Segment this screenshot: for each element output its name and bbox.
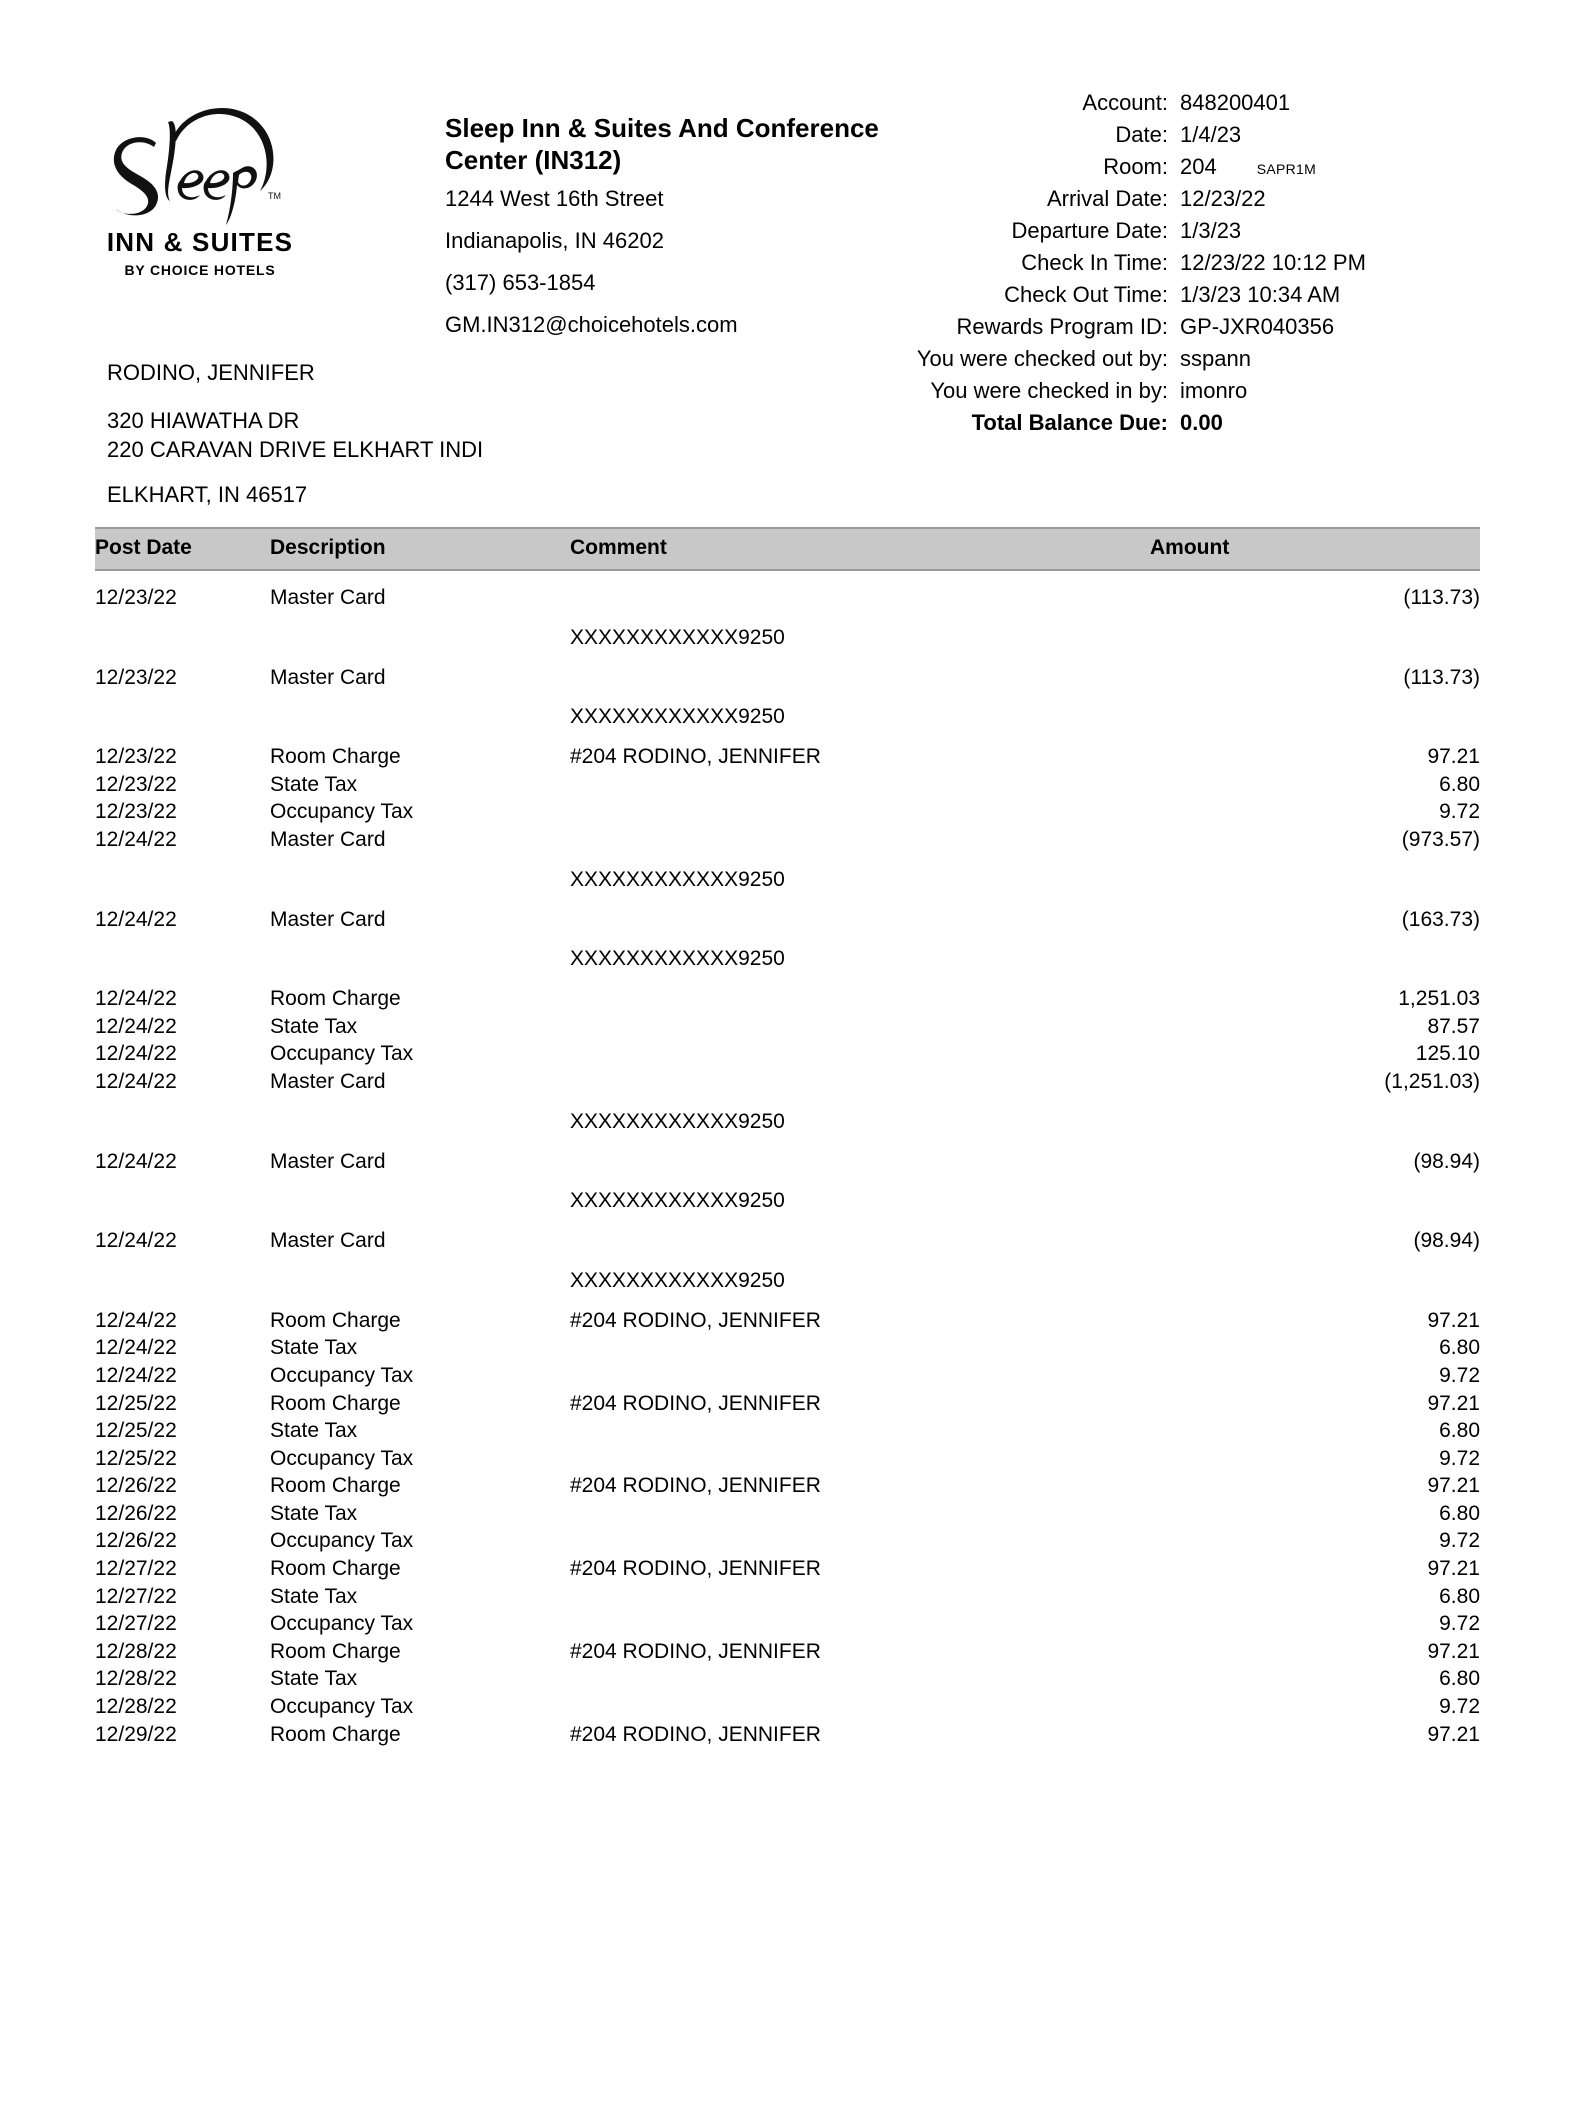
table-row: [95, 1583, 1480, 1611]
table-row: [95, 798, 1480, 826]
table-row: [95, 1472, 1480, 1500]
checked-out-by-label: You were checked out by:: [916, 346, 1168, 371]
total-balance-label: Total Balance Due:: [971, 410, 1168, 435]
cell-amount: (163.73): [1401, 907, 1480, 931]
guest-address-line2: 220 CARAVAN DRIVE ELKHART INDI: [107, 437, 484, 463]
cell-description: Occupancy Tax: [270, 1042, 414, 1066]
table-row: [95, 1693, 1480, 1721]
table-row: [95, 1721, 1480, 1749]
cell-card-mask: XXXXXXXXXXXX9250: [570, 867, 785, 891]
cell-card-mask: XXXXXXXXXXXX9250: [570, 625, 785, 649]
table-row: [95, 1417, 1480, 1445]
cell-post-date: 12/25/22: [95, 1391, 177, 1415]
cell-post-date: 12/27/22: [95, 1557, 177, 1581]
cell-post-date: [95, 691, 270, 743]
cell-amount: 6.80: [1439, 1584, 1480, 1608]
cell-description: Room Charge: [270, 987, 401, 1011]
cell-amount: (1,251.03): [1384, 1069, 1480, 1093]
cell-amount: 125.10: [1415, 1042, 1480, 1066]
cell-description: Occupancy Tax: [270, 800, 414, 824]
cell-description: Occupancy Tax: [270, 1446, 414, 1470]
meta-row-checked-in-by: [740, 380, 1480, 402]
cell-amount: (113.73): [1403, 586, 1480, 609]
cell-comment: [570, 570, 1150, 612]
cell-description: Master Card: [270, 586, 386, 609]
guest-city-state-zip: ELKHART, IN 46517: [107, 482, 308, 508]
cell-description: Master Card: [270, 907, 386, 931]
table-row-card-mask: [95, 1096, 1480, 1148]
meta-row-checkout-time: [740, 284, 1480, 306]
cell-description: Room Charge: [270, 1474, 401, 1498]
table-row: [95, 1040, 1480, 1068]
cell-amount: (98.94): [1413, 1229, 1480, 1253]
cell-amount: 9.72: [1439, 1695, 1480, 1719]
cell-comment: #204 RODINO, JENNIFER: [570, 1308, 821, 1332]
cell-comment: [570, 1227, 1150, 1255]
cell-amount: (973.57): [1401, 827, 1480, 851]
cell-post-date: 12/24/22: [95, 1308, 177, 1332]
cell-post-date: 12/23/22: [95, 586, 177, 609]
hotel-logo: [100, 95, 300, 278]
table-row-card-mask: [95, 691, 1480, 743]
table-row-card-mask: [95, 1255, 1480, 1307]
cell-amount: 6.80: [1439, 1336, 1480, 1360]
cell-comment: [570, 1500, 1150, 1528]
guest-address: [107, 406, 727, 464]
table-row: [95, 570, 1480, 612]
cell-description: [270, 1096, 570, 1148]
meta-row-total-balance: [740, 412, 1480, 434]
cell-post-date: 12/26/22: [95, 1501, 177, 1525]
charges-table-wrap: [95, 527, 1480, 1748]
logo-by-choice-hotels-text: BY CHOICE HOTELS: [124, 262, 276, 278]
column-header-post-date: Post Date: [95, 528, 270, 570]
arrival-label: Arrival Date:: [1046, 186, 1168, 211]
meta-row-checkin-time: [740, 252, 1480, 274]
cell-comment: [570, 1013, 1150, 1041]
departure-label: Departure Date:: [1011, 218, 1168, 243]
cell-description: Master Card: [270, 1229, 386, 1253]
logo-inn-suites-text: INN & SUITES: [106, 227, 294, 257]
cell-post-date: 12/24/22: [95, 1149, 177, 1173]
cell-amount: 9.72: [1439, 1612, 1480, 1636]
cell-amount: [1150, 691, 1480, 743]
meta-row-checked-out-by: [740, 348, 1480, 370]
table-row: [95, 743, 1480, 771]
cell-amount: (113.73): [1403, 665, 1480, 689]
table-row: [95, 906, 1480, 934]
cell-card-mask: XXXXXXXXXXXX9250: [570, 947, 785, 971]
cell-amount: 6.80: [1439, 1501, 1480, 1525]
table-row: [95, 1307, 1480, 1335]
cell-description: State Tax: [270, 1014, 358, 1038]
cell-post-date: 12/28/22: [95, 1667, 177, 1691]
room-rate-code: SAPR1M: [1256, 161, 1317, 177]
guest-name: RODINO, JENNIFER: [107, 360, 315, 385]
cell-description: State Tax: [270, 1419, 358, 1443]
cell-amount: 97.21: [1427, 1722, 1480, 1746]
cell-comment: [570, 1148, 1150, 1176]
reservation-meta: [740, 92, 1480, 444]
cell-amount: 9.72: [1439, 1529, 1480, 1553]
cell-amount: 9.72: [1439, 1446, 1480, 1470]
column-header-amount: Amount: [1150, 528, 1480, 570]
cell-post-date: [95, 1255, 270, 1307]
cell-description: [270, 691, 570, 743]
cell-amount: 97.21: [1427, 1391, 1480, 1415]
cell-card-mask: XXXXXXXXXXXX9250: [570, 1189, 785, 1213]
cell-comment: [570, 798, 1150, 826]
cell-amount: [1150, 1255, 1480, 1307]
cell-post-date: [95, 1175, 270, 1227]
meta-row-arrival: [740, 188, 1480, 210]
table-row: [95, 1500, 1480, 1528]
cell-amount: 87.57: [1427, 1014, 1480, 1038]
cell-amount: 9.72: [1439, 1363, 1480, 1387]
room-label: Room:: [1103, 154, 1168, 179]
meta-row-date: [740, 124, 1480, 146]
charges-header-row: [95, 528, 1480, 570]
table-row: [95, 1390, 1480, 1418]
meta-row-rewards: [740, 316, 1480, 338]
cell-comment: [570, 1417, 1150, 1445]
table-row-card-mask: [95, 854, 1480, 906]
cell-description: State Tax: [270, 1667, 358, 1691]
guest-address-line1: 320 HIAWATHA DR: [107, 408, 300, 433]
cell-description: [270, 1175, 570, 1227]
cell-comment: [570, 1334, 1150, 1362]
cell-description: State Tax: [270, 1336, 358, 1360]
cell-comment: [570, 664, 1150, 692]
cell-amount: [1150, 854, 1480, 906]
cell-post-date: [95, 612, 270, 664]
table-row-card-mask: [95, 1175, 1480, 1227]
cell-post-date: 12/23/22: [95, 772, 177, 796]
cell-amount: 9.72: [1439, 800, 1480, 824]
checked-in-by-value: imonro: [1180, 378, 1248, 403]
cell-comment: #204 RODINO, JENNIFER: [570, 1722, 821, 1746]
cell-comment: [570, 1445, 1150, 1473]
cell-post-date: 12/23/22: [95, 800, 177, 824]
cell-post-date: 12/26/22: [95, 1474, 177, 1498]
cell-post-date: 12/24/22: [95, 987, 177, 1011]
cell-description: Occupancy Tax: [270, 1529, 414, 1553]
table-row: [95, 1334, 1480, 1362]
charges-table: [95, 527, 1480, 1748]
table-row: [95, 1227, 1480, 1255]
cell-description: Room Charge: [270, 1557, 401, 1581]
cell-description: [270, 1255, 570, 1307]
hotel-name: Sleep Inn & Suites And Conference Center (IN312): [445, 113, 879, 175]
cell-post-date: 12/24/22: [95, 1069, 177, 1093]
cell-post-date: 12/23/22: [95, 745, 177, 769]
cell-description: Master Card: [270, 1069, 386, 1093]
cell-description: Occupancy Tax: [270, 1612, 414, 1636]
column-header-description: Description: [270, 528, 570, 570]
column-header-comment: Comment: [570, 528, 1150, 570]
table-row: [95, 1665, 1480, 1693]
cell-amount: (98.94): [1413, 1149, 1480, 1173]
cell-post-date: 12/27/22: [95, 1612, 177, 1636]
room-value-group: [1180, 156, 1480, 178]
account-value: 848200401: [1180, 90, 1291, 115]
table-row: [95, 1148, 1480, 1176]
table-row: [95, 1527, 1480, 1555]
hotel-email: GM.IN312@choicehotels.com: [445, 312, 738, 338]
cell-post-date: 12/27/22: [95, 1584, 177, 1608]
arrival-value: 12/23/22: [1180, 186, 1266, 211]
cell-comment: [570, 985, 1150, 1013]
table-row: [95, 1362, 1480, 1390]
cell-comment: [570, 1610, 1150, 1638]
cell-amount: 97.21: [1427, 1308, 1480, 1332]
cell-post-date: [95, 1096, 270, 1148]
document-header: [0, 0, 1580, 508]
cell-description: [270, 933, 570, 985]
cell-amount: [1150, 612, 1480, 664]
cell-comment: [570, 1362, 1150, 1390]
cell-description: Master Card: [270, 827, 386, 851]
cell-description: Occupancy Tax: [270, 1363, 414, 1387]
account-label: Account:: [1082, 90, 1168, 115]
checkin-time-value: 12/23/22 10:12 PM: [1180, 250, 1366, 275]
room-value: 204: [1180, 154, 1217, 179]
cell-comment: #204 RODINO, JENNIFER: [570, 745, 821, 769]
cell-amount: 97.21: [1427, 745, 1480, 769]
cell-description: Master Card: [270, 665, 386, 689]
checked-in-by-label: You were checked in by:: [930, 378, 1168, 403]
meta-row-departure: [740, 220, 1480, 242]
table-row: [95, 664, 1480, 692]
charges-table-body: [95, 570, 1480, 1748]
cell-description: State Tax: [270, 772, 358, 796]
cell-amount: [1150, 1096, 1480, 1148]
meta-row-room: [740, 156, 1480, 178]
total-balance-value: 0.00: [1180, 410, 1223, 435]
cell-post-date: 12/29/22: [95, 1722, 177, 1746]
checkout-time-label: Check Out Time:: [1004, 282, 1168, 307]
table-row: [95, 1445, 1480, 1473]
cell-amount: 6.80: [1439, 772, 1480, 796]
cell-comment: [570, 1527, 1150, 1555]
cell-description: [270, 854, 570, 906]
cell-post-date: 12/24/22: [95, 1042, 177, 1066]
date-value: 1/4/23: [1180, 122, 1242, 147]
cell-description: Room Charge: [270, 745, 401, 769]
cell-post-date: 12/24/22: [95, 907, 177, 931]
meta-row-account: [740, 92, 1480, 114]
cell-description: State Tax: [270, 1584, 358, 1608]
checked-out-by-value: sspann: [1180, 346, 1251, 371]
table-row-card-mask: [95, 933, 1480, 985]
cell-comment: [570, 1665, 1150, 1693]
rewards-label: Rewards Program ID:: [956, 314, 1168, 339]
table-row: [95, 1610, 1480, 1638]
cell-amount: [1150, 933, 1480, 985]
cell-card-mask: XXXXXXXXXXXX9250: [570, 705, 785, 729]
cell-post-date: 12/24/22: [95, 1229, 177, 1253]
guest-address-block: [107, 362, 727, 506]
cell-post-date: 12/28/22: [95, 1695, 177, 1719]
cell-amount: 6.80: [1439, 1419, 1480, 1443]
cell-comment: #204 RODINO, JENNIFER: [570, 1474, 821, 1498]
hotel-city-state-zip: Indianapolis, IN 46202: [445, 228, 664, 254]
cell-amount: 97.21: [1427, 1639, 1480, 1663]
cell-comment: #204 RODINO, JENNIFER: [570, 1391, 821, 1415]
cell-amount: 1,251.03: [1398, 987, 1480, 1011]
cell-post-date: 12/24/22: [95, 1363, 177, 1387]
cell-post-date: [95, 933, 270, 985]
cell-comment: #204 RODINO, JENNIFER: [570, 1557, 821, 1581]
cell-description: Room Charge: [270, 1639, 401, 1663]
cell-comment: [570, 1693, 1150, 1721]
cell-description: Room Charge: [270, 1722, 401, 1746]
cell-comment: [570, 1040, 1150, 1068]
charges-table-head: [95, 528, 1480, 570]
cell-post-date: 12/25/22: [95, 1446, 177, 1470]
hotel-street: 1244 West 16th Street: [445, 186, 664, 212]
cell-post-date: 12/26/22: [95, 1529, 177, 1553]
cell-post-date: 12/24/22: [95, 1014, 177, 1038]
hotel-phone: (317) 653-1854: [445, 270, 596, 296]
table-row: [95, 1013, 1480, 1041]
departure-value: 1/3/23: [1180, 218, 1242, 243]
sleep-script-logo-icon: [100, 95, 290, 225]
cell-description: Occupancy Tax: [270, 1695, 414, 1719]
date-label: Date:: [1115, 122, 1168, 147]
cell-post-date: 12/25/22: [95, 1419, 177, 1443]
cell-amount: 97.21: [1427, 1474, 1480, 1498]
table-row: [95, 771, 1480, 799]
cell-post-date: 12/24/22: [95, 1336, 177, 1360]
cell-post-date: 12/28/22: [95, 1639, 177, 1663]
table-row: [95, 1068, 1480, 1096]
cell-description: State Tax: [270, 1501, 358, 1525]
rewards-value: GP-JXR040356: [1180, 314, 1335, 339]
table-row: [95, 826, 1480, 854]
cell-amount: 6.80: [1439, 1667, 1480, 1691]
cell-comment: [570, 1068, 1150, 1096]
cell-comment: [570, 826, 1150, 854]
cell-description: Master Card: [270, 1149, 386, 1173]
cell-post-date: 12/24/22: [95, 827, 177, 851]
table-row-card-mask: [95, 612, 1480, 664]
table-row: [95, 985, 1480, 1013]
cell-amount: 97.21: [1427, 1557, 1480, 1581]
svg-text:TM: TM: [268, 191, 281, 201]
cell-comment: [570, 906, 1150, 934]
cell-description: [270, 612, 570, 664]
table-row: [95, 1638, 1480, 1666]
cell-description: Room Charge: [270, 1308, 401, 1332]
cell-comment: #204 RODINO, JENNIFER: [570, 1639, 821, 1663]
cell-post-date: 12/23/22: [95, 665, 177, 689]
cell-comment: [570, 771, 1150, 799]
cell-card-mask: XXXXXXXXXXXX9250: [570, 1109, 785, 1133]
cell-comment: [570, 1583, 1150, 1611]
cell-amount: [1150, 1175, 1480, 1227]
cell-description: Room Charge: [270, 1391, 401, 1415]
checkin-time-label: Check In Time:: [1021, 250, 1168, 275]
cell-post-date: [95, 854, 270, 906]
table-row: [95, 1555, 1480, 1583]
checkout-time-value: 1/3/23 10:34 AM: [1180, 282, 1341, 307]
cell-card-mask: XXXXXXXXXXXX9250: [570, 1268, 785, 1292]
